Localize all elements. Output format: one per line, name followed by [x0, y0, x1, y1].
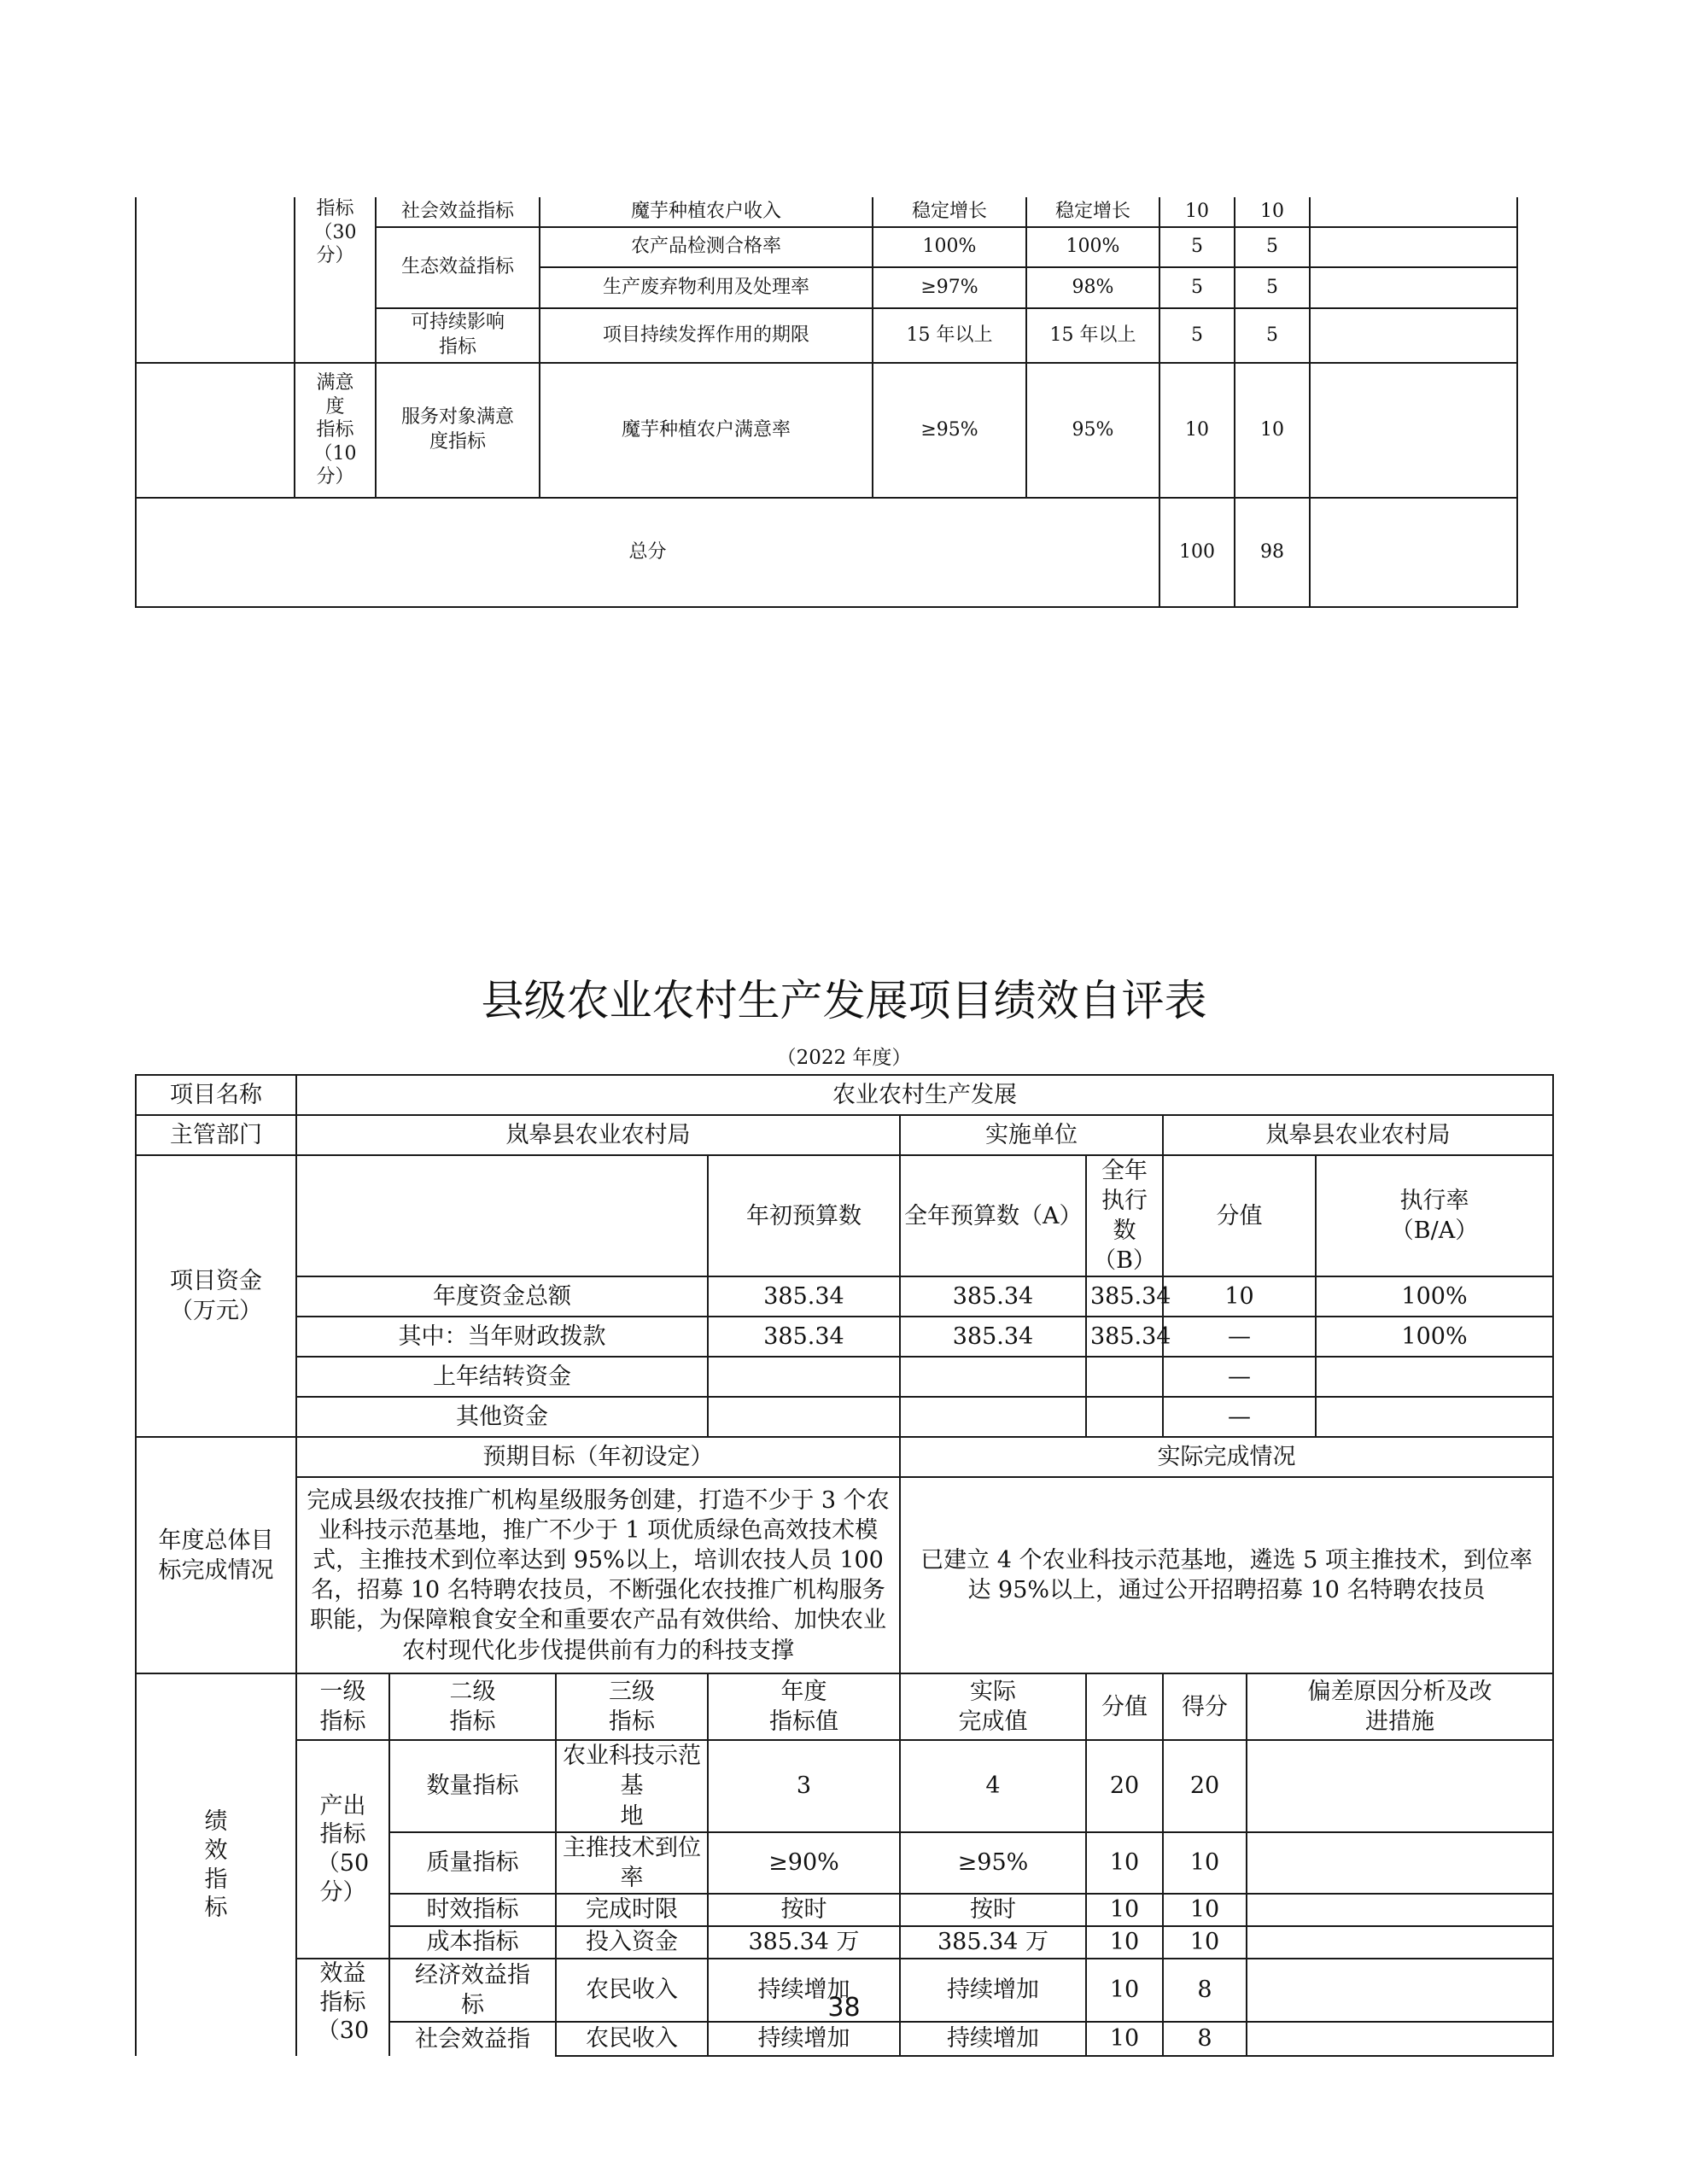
target-cell: 385.34 万 — [708, 1926, 900, 1959]
score-value-cell: 10 — [1086, 1959, 1163, 2022]
perf-header-cell: 年度 指标值 — [708, 1673, 900, 1740]
score-cell: 5 — [1235, 308, 1310, 363]
level2-cell: 社会效益指标 — [376, 197, 540, 227]
funds-header-cell: 全年预算数（A） — [900, 1155, 1086, 1276]
funds-cell — [900, 1357, 1086, 1397]
level2-cell: 时效指标 — [389, 1894, 556, 1926]
level2-cell: 质量指标 — [389, 1832, 556, 1894]
score-value-cell: 5 — [1159, 267, 1235, 308]
table-row — [136, 363, 1517, 498]
perf-row — [136, 1740, 1553, 1831]
level1-output: 产出 指标 （50 分） — [296, 1740, 389, 1958]
funds-cell: 385.34 — [708, 1317, 900, 1357]
target-cell: 15 年以上 — [873, 308, 1026, 363]
page-title: 县级农业农村生产发展项目绩效自评表 — [481, 976, 1207, 1025]
score-value-cell: 5 — [1159, 308, 1235, 363]
level2-cell: 生态效益指标 — [376, 227, 540, 308]
level1-benefit-cont: 指标 （30 分） — [295, 197, 376, 363]
funds-cell: 100% — [1316, 1317, 1553, 1357]
self-evaluation-table — [135, 1074, 1554, 2057]
goals-label: 年度总体目 标完成情况 — [136, 1437, 296, 1673]
target-cell: 持续增加 — [708, 2022, 900, 2056]
perf-header-cell: 二级 指标 — [389, 1673, 556, 1740]
perf-header-cell: 分值 — [1086, 1673, 1163, 1740]
score-cell: 20 — [1163, 1740, 1247, 1831]
funds-cell: 10 — [1163, 1276, 1316, 1317]
goals-row — [136, 1477, 1553, 1673]
level2-cell: 经济效益指 标 — [389, 1959, 556, 2022]
perf-header-cell: 得分 — [1163, 1673, 1247, 1740]
funds-cell — [1316, 1357, 1553, 1397]
actual-cell: 15 年以上 — [1026, 308, 1159, 363]
score-cell: 10 — [1235, 197, 1310, 227]
level3-cell: 生产废弃物利用及处理率 — [540, 267, 873, 308]
funds-row — [136, 1276, 1553, 1317]
funds-cell: — — [1163, 1397, 1316, 1437]
score-cell: 10 — [1163, 1832, 1247, 1894]
level3-cell: 完成时限 — [556, 1894, 708, 1926]
total-label: 总分 — [136, 498, 1159, 607]
actual-cell: ≥95% — [900, 1832, 1086, 1894]
funds-cell: 385.34 — [900, 1317, 1086, 1357]
level2-cell: 数量指标 — [389, 1740, 556, 1831]
funds-cell — [708, 1397, 900, 1437]
goal-expected-text: 完成县级农技推广机构星级服务创建，打造不少于 3 个农业科技示范基地，推广不少于 1 项优质绿色高效技术模式，主推技术到位率达到 95%以上，培训农技人员 100 名，招募 10 名特聘农技员，不断强化农技推广机构服务职能，为保障粮食安全和重要农产品有效供给、加快农业农村现代化步伐提供前有力的科技支撑 — [296, 1477, 900, 1673]
total-row — [136, 498, 1517, 607]
funds-cell — [1086, 1397, 1163, 1437]
goal-expected-header: 预期目标（年初设定） — [296, 1437, 900, 1477]
score-cell: 10 — [1235, 363, 1310, 498]
funds-cell — [900, 1397, 1086, 1437]
funds-cell — [1086, 1357, 1163, 1397]
funds-cell: 100% — [1316, 1276, 1553, 1317]
actual-cell: 100% — [1026, 227, 1159, 267]
page-subtitle: （2022 年度） — [776, 1047, 912, 1069]
goal-actual-header: 实际完成情况 — [900, 1437, 1553, 1477]
level2-cell: 社会效益指 — [389, 2022, 556, 2056]
target-cell: ≥90% — [708, 1832, 900, 1894]
level3-cell: 项目持续发挥作用的期限 — [540, 308, 873, 363]
level3-cell: 农业科技示范基 地 — [556, 1740, 708, 1831]
dept-value: 岚皋县农业农村局 — [296, 1115, 900, 1155]
table-row — [136, 1115, 1553, 1155]
score-cell: 10 — [1163, 1894, 1247, 1926]
funds-row-label: 年度资金总额 — [296, 1276, 708, 1317]
perf-header-cell: 偏差原因分析及改 进措施 — [1247, 1673, 1553, 1740]
score-value-cell: 5 — [1159, 227, 1235, 267]
actual-cell: 持续增加 — [900, 2022, 1086, 2056]
funds-label: 项目资金 （万元） — [136, 1155, 296, 1437]
score-value-cell: 10 — [1086, 2022, 1163, 2056]
table-row — [136, 197, 1517, 227]
dept-label: 主管部门 — [136, 1115, 296, 1155]
score-cell: 5 — [1235, 227, 1310, 267]
table-row — [136, 1075, 1553, 1115]
perf-header-cell: 实际 完成值 — [900, 1673, 1086, 1740]
funds-header-row — [136, 1155, 1553, 1276]
funds-row-label: 其他资金 — [296, 1397, 708, 1437]
target-cell: 100% — [873, 227, 1026, 267]
target-cell: 持续增加 — [708, 1959, 900, 2022]
total-score: 98 — [1235, 498, 1310, 607]
funds-row — [136, 1397, 1553, 1437]
score-cell: 8 — [1163, 2022, 1247, 2056]
project-name: 农业农村生产发展 — [296, 1075, 1553, 1115]
actual-cell: 95% — [1026, 363, 1159, 498]
level3-cell: 主推技术到位率 — [556, 1832, 708, 1894]
target-cell: 稳定增长 — [873, 197, 1026, 227]
funds-cell: — — [1163, 1317, 1316, 1357]
funds-cell: 385.34 — [1086, 1276, 1163, 1317]
goals-header-row — [136, 1437, 1553, 1477]
level3-cell: 农产品检测合格率 — [540, 227, 873, 267]
level2-cell: 可持续影响 指标 — [376, 308, 540, 363]
score-cell: 10 — [1163, 1926, 1247, 1959]
score-cell: 5 — [1235, 267, 1310, 308]
funds-row-label: 其中：当年财政拨款 — [296, 1317, 708, 1357]
level3-cell: 投入资金 — [556, 1926, 708, 1959]
impl-value: 岚皋县农业农村局 — [1163, 1115, 1553, 1155]
total-score-value: 100 — [1159, 498, 1235, 607]
funds-row — [136, 1317, 1553, 1357]
level3-cell: 农民收入 — [556, 1959, 708, 2022]
score-cell: 8 — [1163, 1959, 1247, 2022]
score-value-cell: 10 — [1086, 1926, 1163, 1959]
score-value-cell: 20 — [1086, 1740, 1163, 1831]
level2-cell: 服务对象满意 度指标 — [376, 363, 540, 498]
continuation-table — [135, 197, 1518, 608]
score-value-cell: 10 — [1086, 1894, 1163, 1926]
actual-cell: 持续增加 — [900, 1959, 1086, 2022]
perf-label: 绩 效 指 标 — [136, 1673, 296, 2055]
score-value-cell: 10 — [1159, 363, 1235, 498]
funds-header-cell: 全年执行数 （B） — [1086, 1155, 1163, 1276]
funds-cell: 385.34 — [900, 1276, 1086, 1317]
level1-satisfaction: 满意 度 指标 （10 分） — [295, 363, 376, 498]
actual-cell: 4 — [900, 1740, 1086, 1831]
perf-header-cell: 三级 指标 — [556, 1673, 708, 1740]
level1-benefit: 效益 指标 （30 — [296, 1959, 389, 2056]
level3-cell: 魔芋种植农户收入 — [540, 197, 873, 227]
funds-row-label: 上年结转资金 — [296, 1357, 708, 1397]
level2-cell: 成本指标 — [389, 1926, 556, 1959]
level3-cell: 农民收入 — [556, 2022, 708, 2056]
level3-cell: 魔芋种植农户满意率 — [540, 363, 873, 498]
funds-header-cell: 年初预算数 — [708, 1155, 900, 1276]
funds-cell: 385.34 — [1086, 1317, 1163, 1357]
target-cell: ≥95% — [873, 363, 1026, 498]
score-value-cell: 10 — [1086, 1832, 1163, 1894]
actual-cell: 385.34 万 — [900, 1926, 1086, 1959]
score-value-cell: 10 — [1159, 197, 1235, 227]
actual-cell: 按时 — [900, 1894, 1086, 1926]
funds-cell: 385.34 — [708, 1276, 900, 1317]
target-cell: 3 — [708, 1740, 900, 1831]
actual-cell: 98% — [1026, 267, 1159, 308]
actual-cell: 稳定增长 — [1026, 197, 1159, 227]
funds-cell: — — [1163, 1357, 1316, 1397]
impl-label: 实施单位 — [900, 1115, 1163, 1155]
target-cell: ≥97% — [873, 267, 1026, 308]
goal-actual-text: 已建立 4 个农业科技示范基地，遴选 5 项主推技术，到位率达 95%以上，通过公开招聘招募 10 名特聘农技员 — [900, 1477, 1553, 1673]
page-number: 38 — [827, 1993, 861, 2023]
perf-header-row — [136, 1673, 1553, 1740]
project-name-label: 项目名称 — [136, 1075, 296, 1115]
funds-cell — [708, 1357, 900, 1397]
funds-header-cell: 分值 — [1163, 1155, 1316, 1276]
target-cell: 按时 — [708, 1894, 900, 1926]
funds-row — [136, 1357, 1553, 1397]
funds-header-cell: 执行率 （B/A） — [1316, 1155, 1553, 1276]
funds-cell — [1316, 1397, 1553, 1437]
perf-header-cell: 一级 指标 — [296, 1673, 389, 1740]
